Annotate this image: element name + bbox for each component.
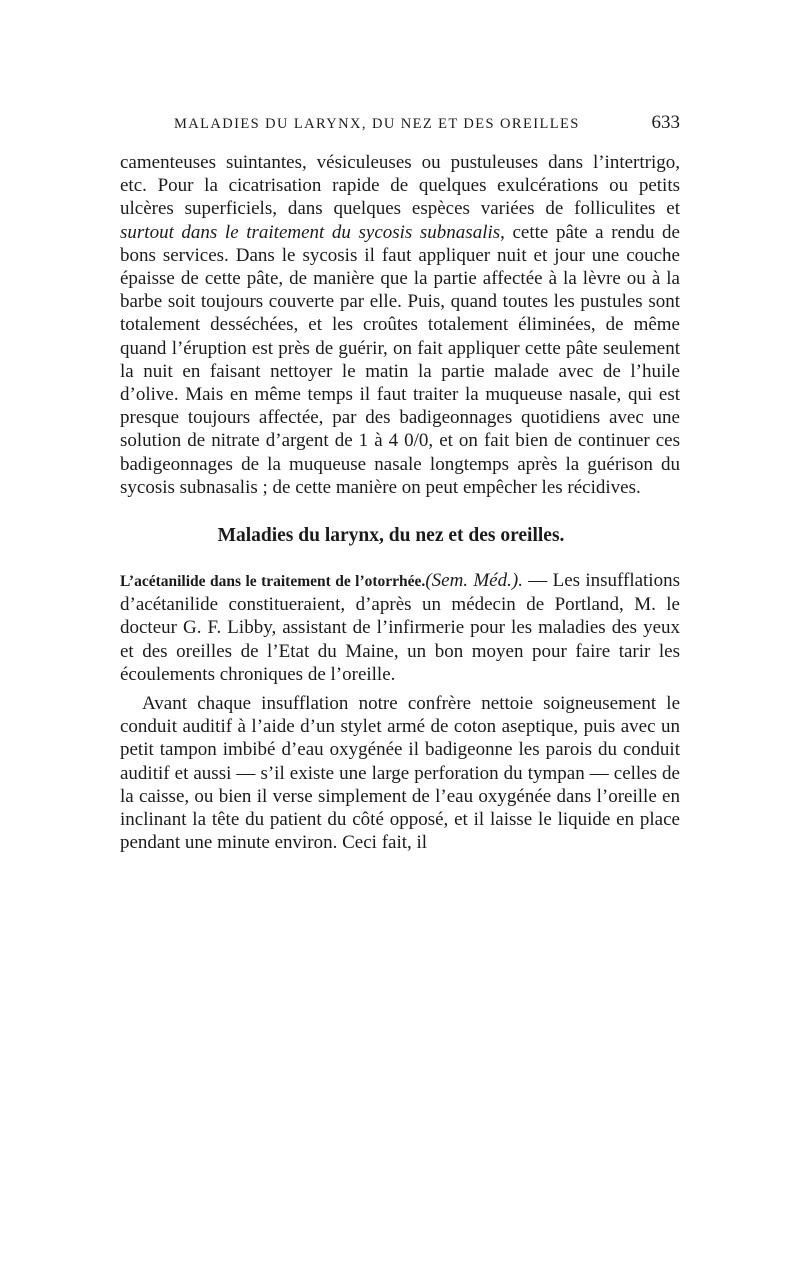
paragraph-text: camenteuses suintantes, vésiculeuses ou pustuleuses dans l’intertrigo, etc. Pour la cicatrisation rapide de quelques exulcérations ou petits ulcères superficiels, dans quelques espèces variées de folliculites et	[120, 152, 680, 220]
paragraph-text-cont: , cette pâte a rendu de bons services. Dans le sycosis il faut appliquer nuit et jour une couche épaisse de cette pâte, de manière que la partie affectée à la lèvre ou à la barbe soit toujours couverte par elle. Puis, quand toutes les pustules sont totalement desséchées, et les croûtes totalement éliminées, de même quand l’éruption est près de guérir, on fait appliquer cette pâte seulement la nuit en faisant nettoyer le matin la partie malade avec de l’huile d’olive. Mais en même temps il faut traiter la muqueuse nasale, qui est presque toujours affectée, par des badigeonnages quotidiens avec une solution de nitrate d’argent de 1 à 4 0/0, et on fait bien de continuer ces badigeonnages de la muqueuse nasale longtemps après la guérison du sycosis subnasalis ; de cette manière on peut empêcher les récidives.	[120, 221, 680, 498]
page-number: 633	[651, 112, 680, 133]
article-source: (Sem. Méd.).	[425, 570, 523, 592]
running-head	[120, 100, 680, 134]
article-text: — Les insufflations d’acétanilide constitueraient, d’après un médecin de Portland, M. le docteur G. F. Libby, assistant de l’infirmerie pour les maladies des yeux et des oreilles de l’Etat du Maine, un bon moyen pour faire tarir les écoulements chroniques de l’oreille.	[120, 570, 680, 685]
book-page	[120, 100, 680, 854]
article-paragraph-2: Avant chaque insufflation notre confrère nettoie soigneusement le conduit auditif à l’aide d’un stylet armé de coton aseptique, puis avec un petit tampon imbibé d’eau oxygénée il badigeonne les parois du conduit auditif et aussi — s’il existe une large perforation du tympan — celles de la caisse, ou bien il verse simplement de l’eau oxygénée dans l’oreille en inclinant la tête du patient du côté opposé, et il laisse le liquide en place pendant une minute environ. Ceci fait, il	[120, 693, 680, 854]
paragraph-italic-text: surtout dans le traitement du sycosis subnasalis	[120, 221, 501, 243]
article-title: L’acétanilide dans le traitement de l’otorrhée.	[120, 573, 426, 591]
continued-paragraph	[120, 151, 680, 499]
section-heading: Maladies du larynx, du nez et des oreilles.	[217, 525, 565, 547]
running-title: MALADIES DU LARYNX, DU NEZ ET DES OREILLES	[174, 116, 580, 132]
article-paragraph-1	[120, 569, 680, 686]
